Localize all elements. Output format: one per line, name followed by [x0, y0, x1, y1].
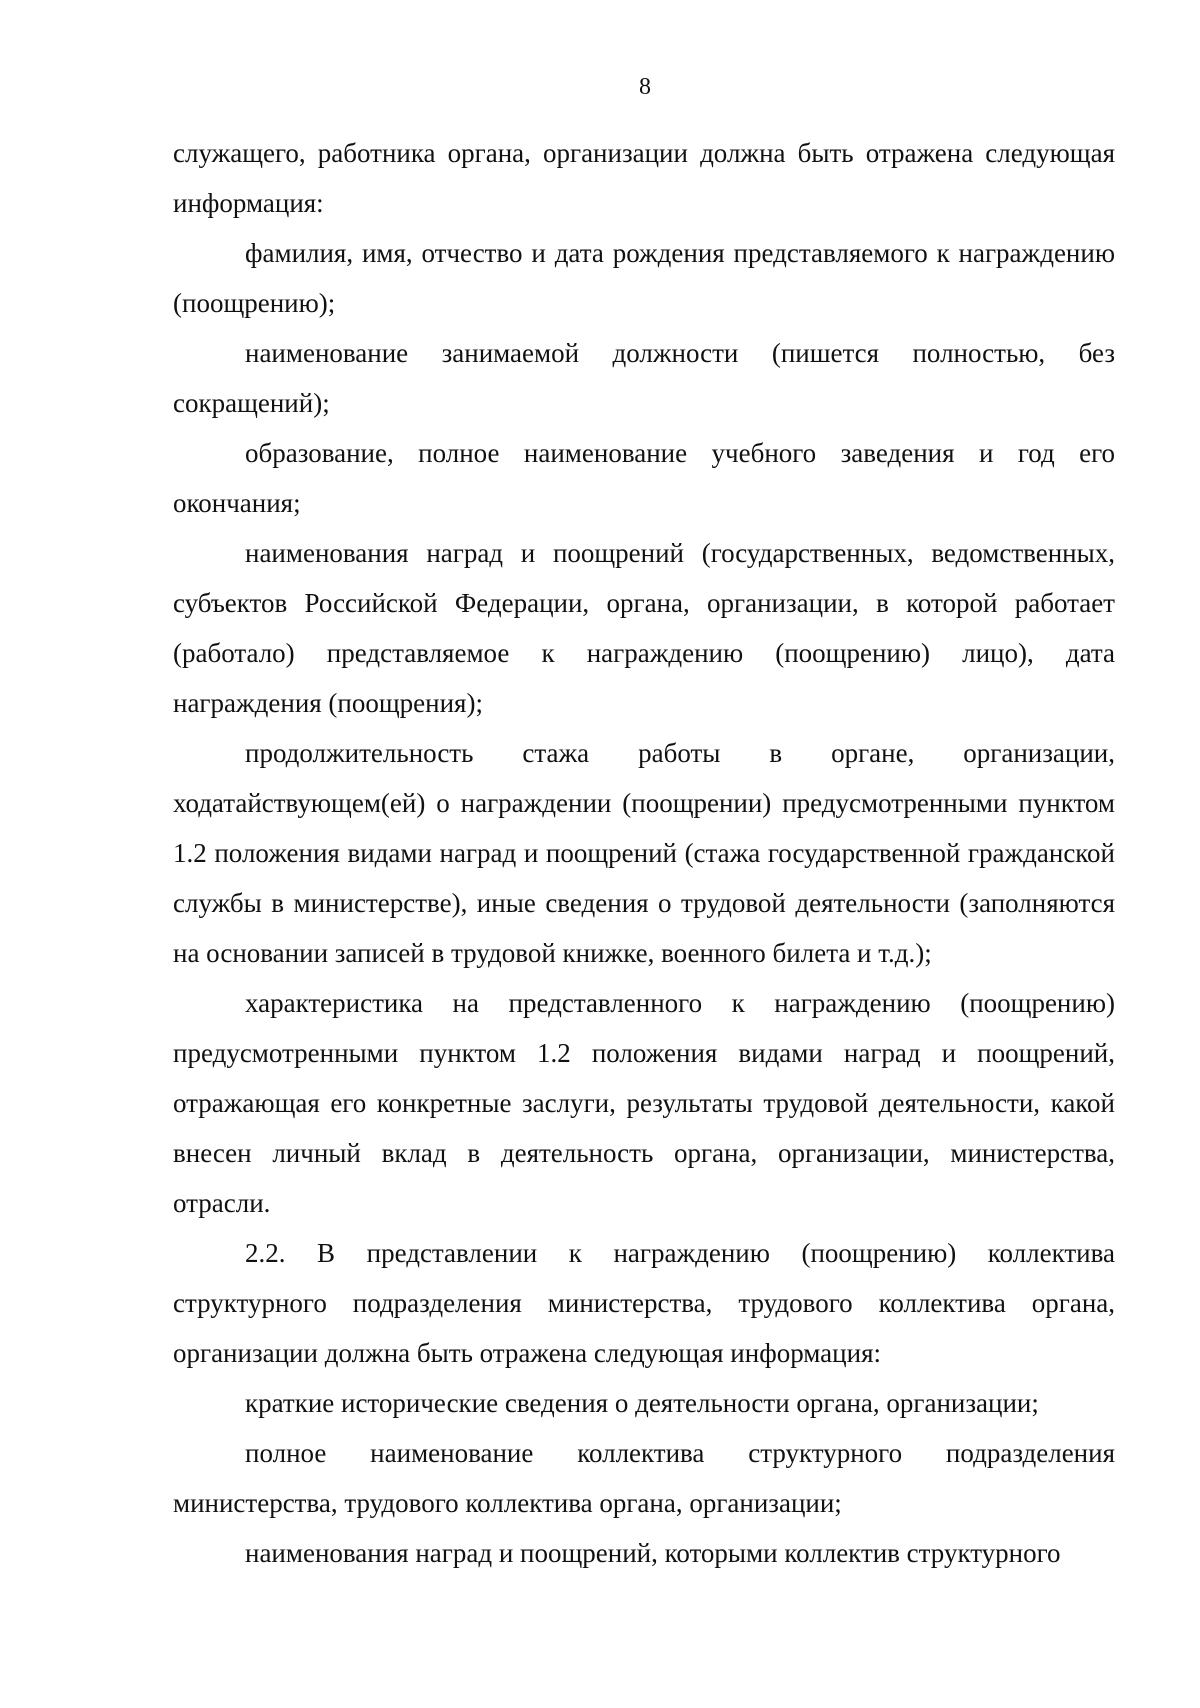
paragraph-collective-awards: наименования наград и поощрений, которыми коллектив структурного — [245, 1538, 1061, 1568]
paragraph-continuation: служащего, работника органа, организации должна быть отражена следующая информация: — [173, 138, 1115, 218]
paragraph-position: наименование занимаемой должности (пишется полностью, без сокращений); — [173, 338, 1115, 418]
paragraph-characteristic: характеристика на представленного к награждению (поощрению) предусмотренными пунктом 1.2 положения видами наград и поощрений, отражающая его конкретные заслуги, результаты трудовой деятельности, какой внесен личный вклад в деятельность органа, организации, министерства, отрасли. — [173, 988, 1115, 1218]
paragraph-full-name: фамилия, имя, отчество и дата рождения представляемого к награждению (поощрению); — [173, 238, 1115, 318]
paragraph-education: образование, полное наименование учебного заведения и год его окончания; — [173, 438, 1115, 518]
paragraph-collective-name: полное наименование коллектива структурного подразделения министерства, трудового коллектива органа, организации; — [173, 1438, 1115, 1518]
paragraph-awards: наименования наград и поощрений (государственных, ведомственных, субъектов Российской Федерации, органа, организации, в которой работает (работало) представляемое к награждению (поощрению) лицо), дата награждения (поощрения); — [173, 538, 1115, 718]
paragraph-section-2-2: 2.2. В представлении к награждению (поощрению) коллектива структурного подразделения министерства, трудового коллектива органа, организации должна быть отражена следующая информация: — [173, 1238, 1115, 1368]
page-number: 8 — [639, 74, 651, 100]
document-body — [173, 128, 1115, 1578]
paragraph-history: краткие исторические сведения о деятельности органа, организации; — [245, 1388, 1039, 1418]
paragraph-work-experience: продолжительность стажа работы в органе, организации, ходатайствующем(ей) о награждении (поощрении) предусмотренными пунктом 1.2 положения видами наград и поощрений (стажа государственной гражданской службы в министерстве), иные сведения о трудовой деятельности (заполняются на основании записей в трудовой книжке, военного билета и т.д.); — [173, 738, 1115, 968]
